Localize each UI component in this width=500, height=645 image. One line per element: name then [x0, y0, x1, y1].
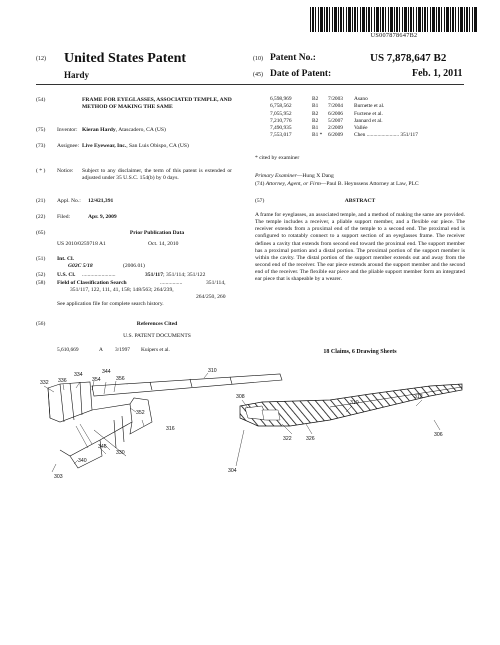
inventor-label: Inventor:	[57, 127, 78, 133]
ref-numeral-310-right: 310	[350, 400, 359, 406]
ref-numeral-332: 332	[40, 380, 49, 386]
us-patent-documents-heading: U.S. PATENT DOCUMENTS	[123, 333, 191, 339]
citation-date: 7/2004	[328, 103, 343, 110]
inventor-location: , Atascadero, CA (US)	[115, 127, 166, 133]
citation-number: 7,055,952	[270, 110, 292, 117]
notice-code: ( * )	[36, 168, 46, 174]
leader-lines	[44, 373, 440, 472]
field-56-code: (56)	[36, 321, 46, 327]
ref-numeral-354: 354	[92, 377, 101, 383]
citation-date: 6/2009	[328, 132, 343, 139]
assignee-location: , San Luis Obispo, CA (US)	[126, 143, 189, 149]
citation-name: Fuctene et al.	[354, 110, 383, 117]
barcode	[310, 7, 478, 32]
field-65-code: (65)	[36, 230, 46, 236]
ref-numeral-316: 316	[166, 426, 175, 432]
citation-number: 5,610,669	[57, 347, 79, 353]
citation-number: 6,598,969	[270, 96, 292, 102]
attorney-code: (74)	[255, 181, 265, 187]
ref-numeral-322: 322	[283, 436, 292, 442]
us-cl-value	[145, 272, 205, 279]
field-73-code: (73)	[36, 143, 46, 149]
ref-numeral-326: 326	[306, 436, 315, 442]
assignee-name: Live Eyewear, Inc.	[82, 143, 127, 149]
ref-numeral-346: 346	[98, 444, 107, 450]
ref-numeral-303: 303	[54, 474, 63, 480]
citation-date: 5/2007	[328, 117, 343, 124]
barcode-number: US007878647B2	[370, 32, 418, 39]
int-cl-label: Int. Cl.	[57, 256, 74, 262]
citation-row	[270, 96, 470, 103]
appl-no-label: Appl. No.:	[57, 198, 81, 204]
search-field-dots: ................	[160, 280, 183, 286]
invention-title: FRAME FOR EYEGLASSES, ASSOCIATED TEMPLE, AND METHOD OF MAKING THE SAME	[82, 97, 232, 110]
us-cl-main: 351/117	[145, 272, 164, 278]
patent-no-code: (10)	[253, 56, 263, 62]
ref-numeral-352: 352	[136, 410, 145, 416]
field-21-code: (21)	[36, 198, 46, 204]
field-75-code: (75)	[36, 127, 46, 133]
abstract-code: (57)	[255, 198, 265, 204]
ref-numeral-310-left: 310	[208, 368, 217, 374]
field-58-code: (58)	[36, 280, 46, 286]
citation-kind: B2	[312, 117, 319, 124]
date-label: Date of Patent:	[270, 69, 332, 79]
citation-name: Chen ........................ 351/117	[354, 132, 418, 139]
search-field-label: Field of Classification Search	[57, 280, 127, 286]
ref-numeral-306: 306	[434, 432, 443, 438]
prior-publication-date: Oct. 14, 2010	[148, 241, 179, 247]
patent-office-title: United States Patent	[64, 51, 187, 66]
field-52-code: (52)	[36, 272, 46, 278]
date-code: (45)	[253, 72, 263, 78]
abstract-text: A frame for eyeglasses, an associated temple, and a method of making the same are provided. The temple includes a receiver, a pliable support member, and a flexible ear piece. The receiver extends from a proximal end of the temple to a second end. The proximal end is configured to rotatably connect to a support section of an eyeglasses frame. The receiver defines a cavity that extends from second end toward the proximal end. The support member has a proximal portion and a distal portion. The proximal portion of the support member is within the cavity. The distal portion of the support member extends out and away from the second end of the receiver. The ear piece extends around the support member and the second end of the receiver. The flexible ear piece and the pliable support member form an integrated ear piece that is shapeable by a wearer.	[255, 212, 465, 283]
notice-label: Notice:	[57, 168, 74, 174]
int-cl-year: (2006.01)	[123, 263, 145, 269]
citation-name: Asano	[354, 96, 368, 102]
header-rule	[36, 84, 464, 85]
search-field-line1: 351/114,	[206, 280, 226, 286]
inventor-short: Hardy	[64, 70, 90, 80]
references-heading: References Cited	[136, 321, 178, 327]
assignee-label: Assignee:	[57, 143, 80, 149]
citation-date: 6/2006	[328, 110, 343, 117]
ref-numeral-308: 308	[236, 394, 245, 400]
patent-date: Feb. 1, 2011	[412, 68, 463, 79]
examiner-label: Primary Examiner	[255, 173, 297, 179]
ref-numeral-340: 340	[78, 458, 87, 464]
citation-row	[57, 347, 237, 354]
country-code: (12)	[36, 56, 46, 62]
citation-name: Vallée	[354, 125, 368, 132]
citation-row	[270, 111, 470, 118]
ref-numeral-312: 312	[414, 394, 423, 400]
citation-number: 7,553,017	[270, 132, 292, 139]
notice-text: Subject to any disclaimer, the term of this patent is extended or adjusted under 35 U.S.C. 154(b) by 0 days.	[82, 168, 232, 181]
prior-publication-heading: Prior Publication Data	[129, 230, 185, 236]
citation-row	[270, 118, 470, 125]
ref-numeral-336: 336	[58, 378, 67, 384]
citation-row	[270, 103, 470, 110]
field-22-code: (22)	[36, 214, 46, 220]
patent-no-label: Patent No.:	[270, 53, 316, 63]
abstract-heading: ABSTRACT	[344, 198, 376, 204]
patent-number: US 7,878,647 B2	[370, 52, 447, 64]
claims-drawings-count: 18 Claims, 6 Drawing Sheets	[323, 349, 397, 355]
citation-row	[270, 125, 470, 132]
ref-numeral-344: 344	[102, 369, 111, 375]
examiner-name: —Hung X Dang	[296, 173, 334, 179]
citation-number: 7,210,776	[270, 117, 292, 124]
citation-row	[270, 132, 470, 139]
citation-number: 6,758,562	[270, 103, 292, 110]
citation-date: 7/2003	[328, 96, 343, 102]
citation-kind: B1 *	[312, 132, 323, 139]
inventor-entry	[82, 127, 232, 134]
citation-date: 2/2009	[328, 125, 343, 132]
assignee-entry	[82, 143, 232, 150]
ref-numeral-334: 334	[74, 372, 83, 378]
attorney-label: Attorney, Agent, or Firm	[265, 181, 321, 187]
citation-kind: B2	[312, 96, 319, 102]
us-cl-label: U.S. Cl.	[57, 272, 76, 278]
ref-numeral-330: 330	[116, 450, 125, 456]
field-51-code: (51)	[36, 256, 46, 262]
int-cl-class: G02C 5/18	[68, 263, 93, 269]
attorney-name: —Paul B. Heynssens Attorney at Law, PLC	[320, 181, 419, 187]
patent-figure	[30, 360, 470, 480]
citation-name: Burnette et al.	[354, 103, 385, 110]
prior-publication-number: US 2010/0259718 A1	[57, 241, 106, 247]
citation-name: Jannard et al.	[354, 117, 383, 124]
search-history-note: See application file for complete search history.	[57, 301, 164, 307]
examiner-line	[255, 173, 465, 180]
search-field-line3: 264/250, 260	[196, 294, 226, 300]
citation-kind: B1	[312, 103, 319, 110]
us-cl-rest: ; 351/114; 351/122	[163, 272, 206, 278]
citation-kind: A	[99, 347, 103, 353]
citation-name: Kuipers et al.	[141, 347, 170, 353]
attorney-line	[255, 181, 465, 188]
citation-kind: B2	[312, 110, 319, 117]
citation-number: 7,490,935	[270, 125, 292, 132]
filed-value: Apr. 9, 2009	[88, 214, 117, 220]
citation-date: 3/1997	[115, 347, 130, 353]
appl-no-value: 12/421,391	[88, 198, 114, 204]
inventor-name: Kieran Hardy	[82, 127, 116, 133]
us-cl-dots: ........................	[82, 272, 116, 278]
ref-numeral-304: 304	[228, 468, 237, 474]
search-field-line2: 351/117, 122, 111, 41, 158; 148/563; 264/239,	[70, 287, 174, 293]
citation-kind: B1	[312, 125, 319, 132]
ref-numeral-356: 356	[116, 376, 125, 382]
cited-by-examiner: * cited by examiner	[255, 155, 300, 161]
citations-list	[270, 96, 470, 140]
filed-label: Filed:	[57, 214, 71, 220]
field-54-code: (54)	[36, 97, 46, 103]
